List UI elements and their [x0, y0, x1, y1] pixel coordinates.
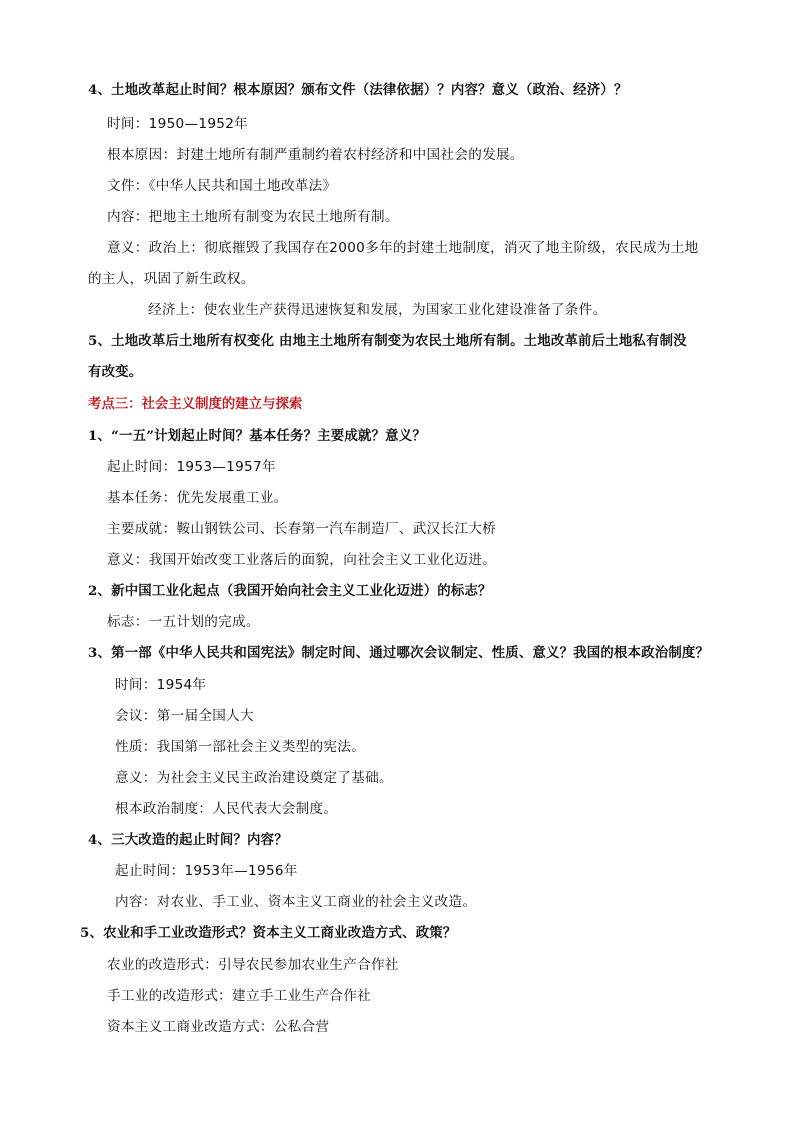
- answer-plan-task: 基本任务：优先发展重工业。: [107, 490, 288, 506]
- answer-agriculture-form: 农业的改造形式：引导农民参加农业生产合作社: [107, 957, 399, 973]
- answer-transformations-time: 起止时间：1953年—1956年: [115, 863, 298, 879]
- question-transformation-forms: 5、农业和手工业改造形式？资本主义工商业改造方式、政策？: [80, 925, 457, 941]
- question-land-reform-overview: 4、土地改革起止时间？根本原因？颁布文件（法律依据）？内容？意义（政治、经济）？: [88, 82, 628, 98]
- answer-political-system: 根本政治制度：人民代表大会制度。: [115, 801, 338, 817]
- answer-land-reform-significance-political: 意义：政治上：彻底摧毁了我国存在2000多年的封建土地制度，消灭了地主阶级，农民成为土地: [107, 240, 699, 256]
- answer-constitution-meeting: 会议：第一届全国人大: [115, 708, 254, 724]
- answer-industrialization-sign: 标志：一五计划的完成。: [107, 614, 260, 630]
- answer-land-reform-content: 内容：把地主土地所有制变为农民土地所有制。: [107, 209, 399, 225]
- question-three-transformations: 4、三大改造的起止时间？内容？: [88, 832, 288, 848]
- answer-plan-time: 起止时间：1953—1957年: [107, 459, 276, 475]
- answer-land-reform-cause: 根本原因：封建土地所有制严重制约着农村经济和中国社会的发展。: [107, 147, 524, 163]
- question-land-ownership-change-cont: 有改变。: [88, 364, 143, 380]
- question-land-ownership-change: 5、土地改革后土地所有权变化 由地主土地所有制变为农民土地所有制。土地改革前后土地私有制没: [88, 333, 687, 349]
- question-first-five-year-plan: 1、“一五”计划起止时间？基本任务？主要成就？意义？: [88, 428, 426, 444]
- answer-constitution-time: 时间：1954年: [115, 677, 207, 693]
- answer-handicraft-form: 手工业的改造形式：建立手工业生产合作社: [107, 988, 371, 1004]
- answer-constitution-significance: 意义：为社会主义民主政治建设奠定了基础。: [115, 770, 393, 786]
- question-first-constitution: 3、第一部《中华人民共和国宪法》制定时间、通过哪次会议制定、性质、意义？我国的根本政治制度？: [88, 645, 710, 661]
- answer-plan-significance: 意义：我国开始改变工业落后的面貌，向社会主义工业化迈进。: [107, 552, 497, 568]
- answer-land-reform-document: 文件：《中华人民共和国土地改革法》: [107, 178, 337, 194]
- answer-capitalist-commerce-form: 资本主义工商业改造方式：公私合营: [107, 1019, 330, 1035]
- answer-constitution-nature: 性质：我国第一部社会主义类型的宪法。: [115, 739, 366, 755]
- answer-plan-achievements: 主要成就：鞍山钢铁公司、长春第一汽车制造厂、武汉长江大桥: [107, 521, 497, 537]
- answer-land-reform-significance-economic: 经济上：使农业生产获得迅速恢复和发展，为国家工业化建设准备了条件。: [148, 302, 607, 318]
- answer-transformations-content: 内容：对农业、手工业、资本主义工商业的社会主义改造。: [115, 894, 477, 910]
- question-industrialization-start: 2、新中国工业化起点（我国开始向社会主义工业化迈进）的标志？: [88, 583, 492, 599]
- answer-land-reform-time: 时间：1950—1952年: [107, 116, 249, 132]
- section-heading-kaodian-3: 考点三：社会主义制度的建立与探索: [88, 396, 303, 412]
- answer-land-reform-significance-political-cont: 的主人，巩固了新生政权。: [88, 271, 255, 287]
